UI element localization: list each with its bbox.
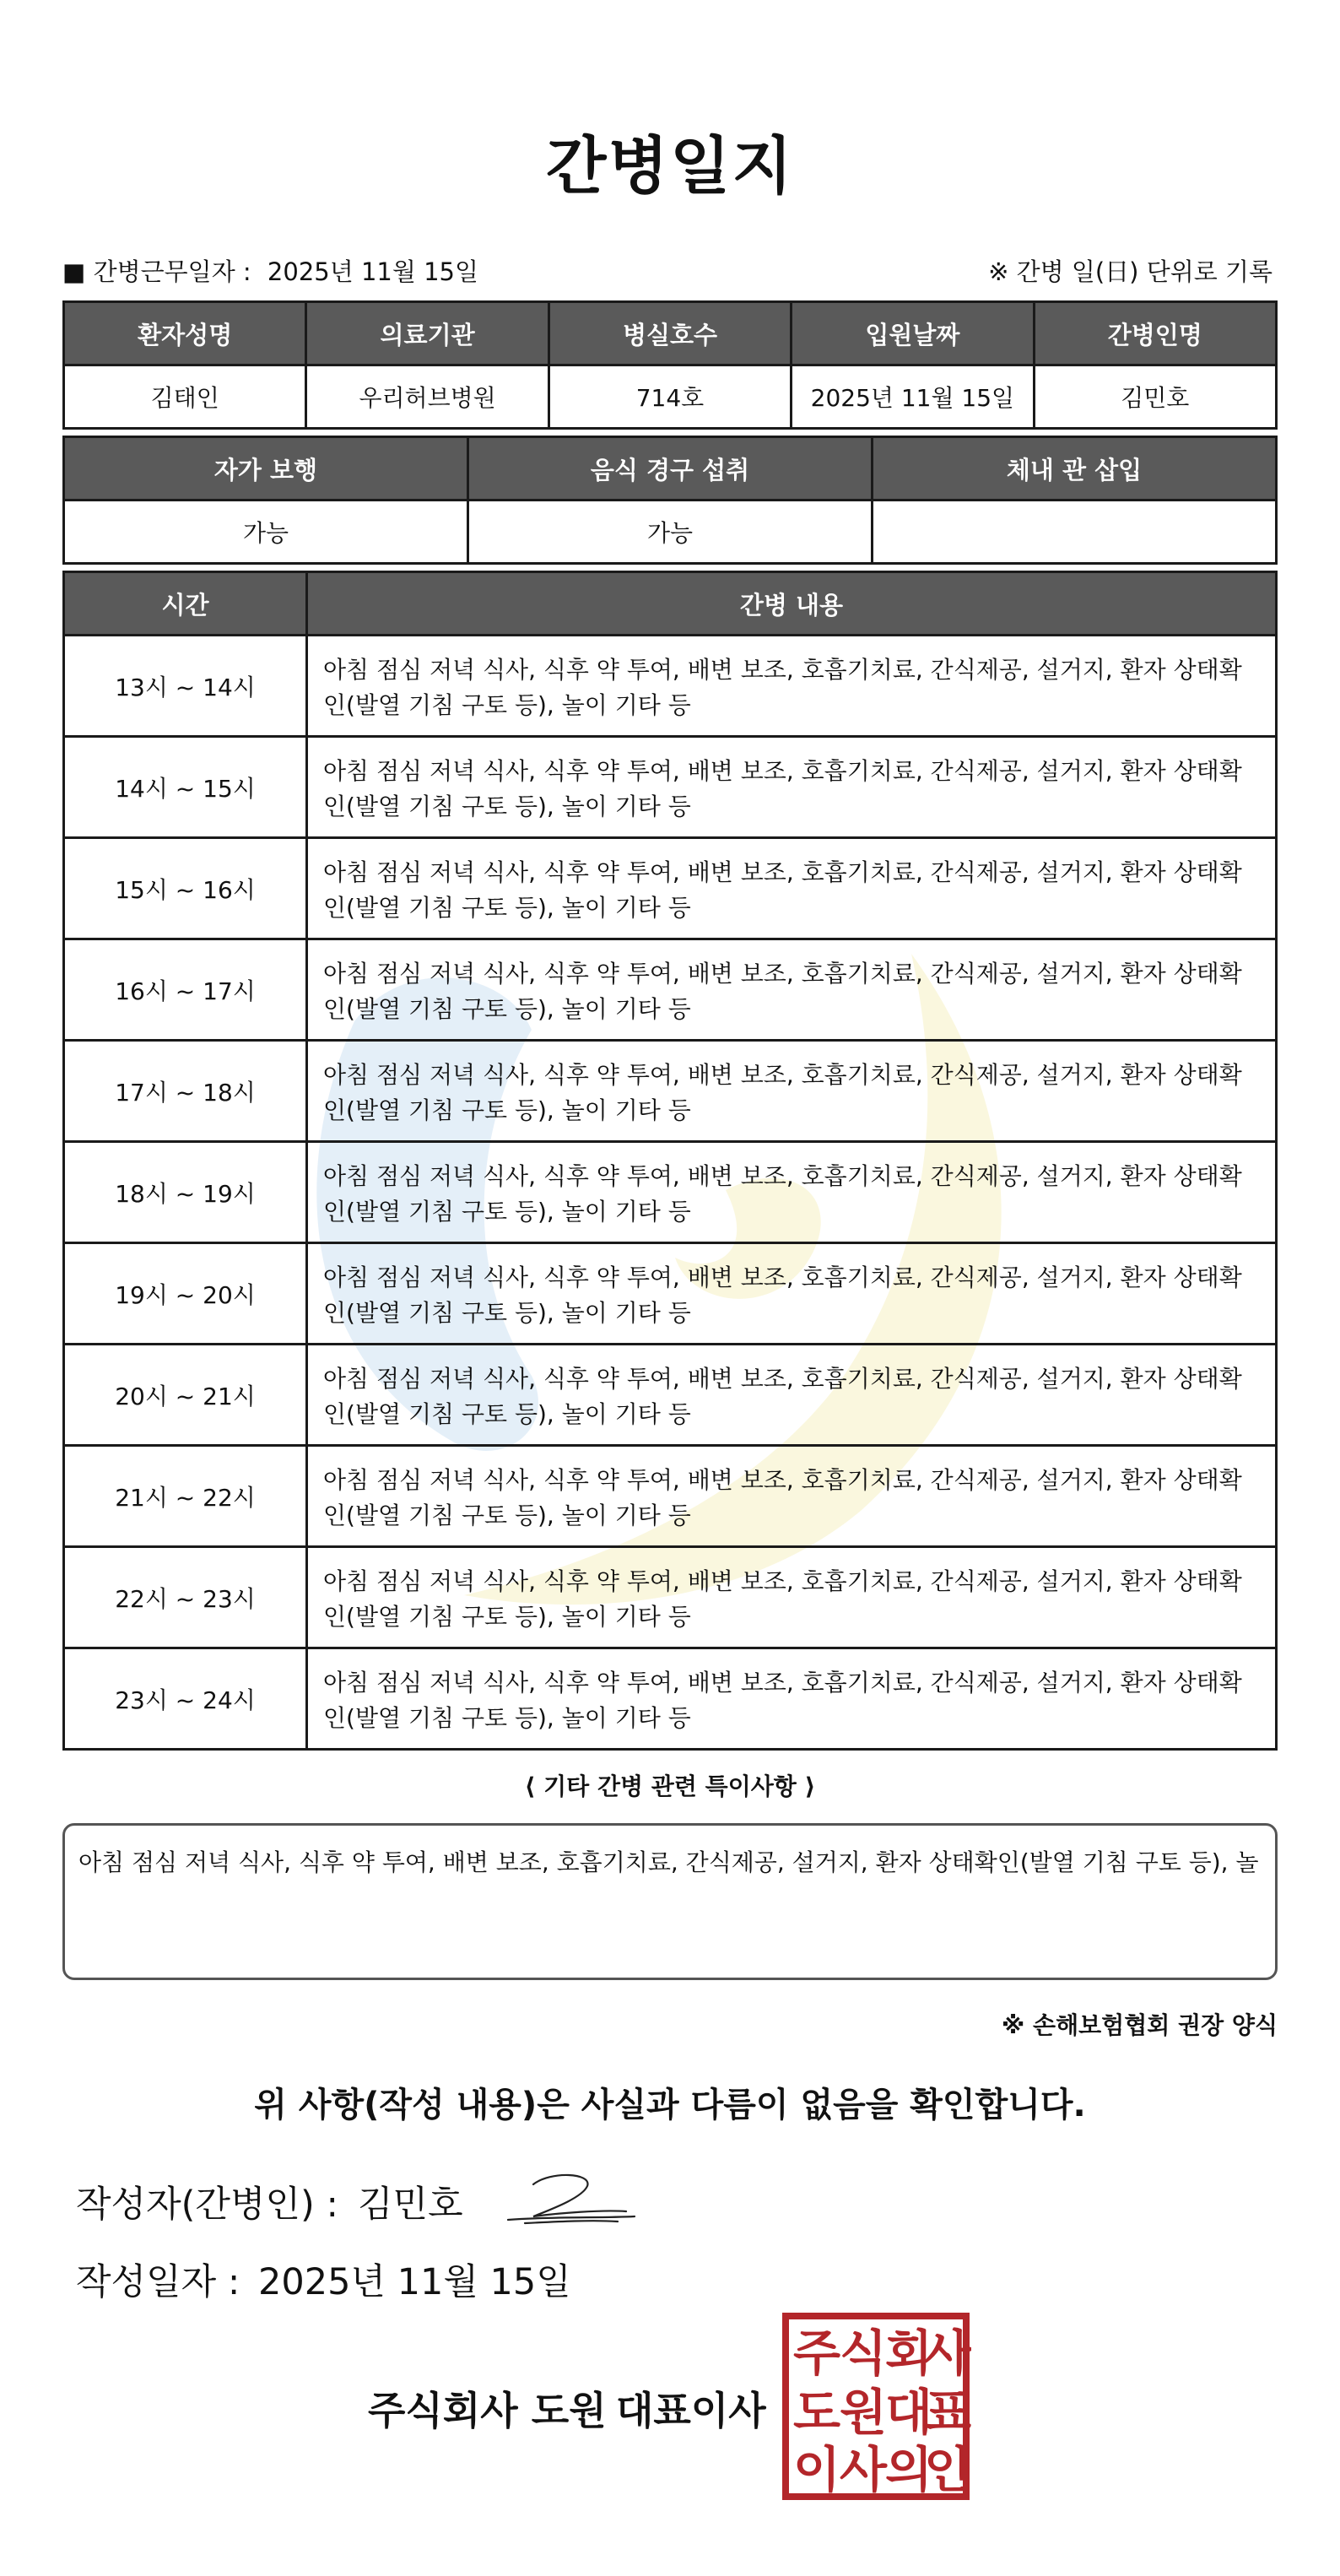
work-date [62, 253, 478, 288]
svg-text:이: 이 [792, 2441, 841, 2498]
care-log-row [64, 1446, 1277, 1547]
care-log-row [64, 636, 1277, 737]
care-log-content-line1: 아침 점심 저녁 식사, 식후 약 투여, 배변 보조, 호흡기치료, 간식제공, 설거지, 환자 상태확 [323, 1161, 1242, 1190]
writer-name: 김민호 [358, 2184, 463, 2226]
company-seal [781, 2311, 971, 2502]
svg-text:식: 식 [839, 2324, 888, 2382]
care-log-time: 23시 ~ 24시 [64, 1648, 307, 1750]
care-log-content-line2: 인(발열 기침 구토 등), 놀이 기타 등 [323, 1703, 691, 1732]
svg-text:사: 사 [923, 2324, 971, 2382]
care-log-content-line2: 인(발열 기침 구토 등), 놀이 기타 등 [323, 1501, 691, 1529]
care-log-table [62, 571, 1278, 1751]
care-log-content-line1: 아침 점심 저녁 식사, 식후 약 투여, 배변 보조, 호흡기치료, 간식제공, 설거지, 환자 상태확 [323, 858, 1242, 886]
care-log-content-line2: 인(발열 기침 구토 등), 놀이 기타 등 [323, 1197, 691, 1226]
care-log-row [64, 1243, 1277, 1345]
header-caregiver-name: 간병인명 [1034, 302, 1276, 365]
care-log-time: 13시 ~ 14시 [64, 636, 307, 737]
svg-text:회: 회 [884, 2324, 933, 2382]
ceo-title: 대표이사 [616, 2388, 766, 2433]
header-self-walking: 자가 보행 [64, 437, 468, 501]
company-name: 주식회사 도원 [368, 2388, 607, 2433]
oral-intake-value: 가능 [468, 501, 873, 564]
care-log-content-line1: 아침 점심 저녁 식사, 식후 약 투여, 배변 보조, 호흡기치료, 간식제공, 설거지, 환자 상태확 [323, 1668, 1242, 1697]
care-log-content [307, 838, 1277, 939]
care-log-content [307, 1547, 1277, 1648]
patient-info-table [62, 300, 1278, 430]
care-log-content-line2: 인(발열 기침 구토 등), 놀이 기타 등 [323, 893, 691, 922]
care-log-time: 15시 ~ 16시 [64, 838, 307, 939]
care-log-time: 19시 ~ 20시 [64, 1243, 307, 1345]
written-date-label: 작성일자 : [76, 2261, 240, 2303]
unit-note: ※ 간병 일(日) 단위로 기록 [988, 257, 1272, 286]
care-log-content [307, 1243, 1277, 1345]
care-log-row [64, 1547, 1277, 1648]
svg-text:주: 주 [792, 2324, 841, 2382]
header-room-number: 병실호수 [548, 302, 791, 365]
care-log-row [64, 1142, 1277, 1243]
patient-info-value-row [64, 365, 1277, 429]
care-log-content-line2: 인(발열 기침 구토 등), 놀이 기타 등 [323, 1298, 691, 1327]
care-log-time: 16시 ~ 17시 [64, 939, 307, 1041]
document-title: 간병일지 [546, 130, 794, 203]
care-log-content-line1: 아침 점심 저녁 식사, 식후 약 투여, 배변 보조, 호흡기치료, 간식제공, 설거지, 환자 상태확 [323, 1465, 1242, 1494]
care-log-content [307, 1648, 1277, 1750]
care-log-content-line1: 아침 점심 저녁 식사, 식후 약 투여, 배변 보조, 호흡기치료, 간식제공, 설거지, 환자 상태확 [323, 655, 1242, 684]
header-tube-insertion: 체내 관 삽입 [873, 437, 1277, 501]
care-log-content [307, 1041, 1277, 1142]
writer-label: 작성자(간병인) : [76, 2184, 338, 2226]
header-oral-intake: 음식 경구 섭취 [468, 437, 873, 501]
room-number: 714호 [548, 365, 791, 429]
care-log-content [307, 1345, 1277, 1446]
care-log-time: 22시 ~ 23시 [64, 1547, 307, 1648]
handwritten-signature [500, 2167, 643, 2232]
confirmation-statement: 위 사항(작성 내용)은 사실과 다름이 없음을 확인합니다. [254, 2086, 1086, 2124]
patient-status-header-row [64, 437, 1277, 501]
special-notes-text: 아침 점심 저녁 식사, 식후 약 투여, 배변 보조, 호흡기치료, 간식제공, 설거지, 환자 상태확인(발열 기침 구토 등), 놀 [78, 1848, 1259, 1876]
care-log-time: 18시 ~ 19시 [64, 1142, 307, 1243]
care-log-content [307, 636, 1277, 737]
svg-text:도: 도 [792, 2384, 841, 2441]
care-log-content-line1: 아침 점심 저녁 식사, 식후 약 투여, 배변 보조, 호흡기치료, 간식제공, 설거지, 환자 상태확 [323, 959, 1242, 988]
patient-name: 김태인 [64, 365, 306, 429]
care-log-content-line2: 인(발열 기침 구토 등), 놀이 기타 등 [323, 1399, 691, 1428]
care-log-content-line2: 인(발열 기침 구토 등), 놀이 기타 등 [323, 792, 691, 820]
hospital-name: 우리허브병원 [306, 365, 548, 429]
form-source-note: ※ 손해보험협회 권장 양식 [1002, 2011, 1278, 2039]
care-log-time: 21시 ~ 22시 [64, 1446, 307, 1547]
care-log-row [64, 939, 1277, 1041]
care-log-content-line2: 인(발열 기침 구토 등), 놀이 기타 등 [323, 994, 691, 1023]
care-log-row [64, 838, 1277, 939]
care-log-content-line2: 인(발열 기침 구토 등), 놀이 기타 등 [323, 1096, 691, 1124]
care-log-content-line1: 아침 점심 저녁 식사, 식후 약 투여, 배변 보조, 호흡기치료, 간식제공, 설거지, 환자 상태확 [323, 1364, 1242, 1393]
care-log-content-line1: 아침 점심 저녁 식사, 식후 약 투여, 배변 보조, 호흡기치료, 간식제공, 설거지, 환자 상태확 [323, 1263, 1242, 1291]
svg-text:표: 표 [923, 2384, 971, 2441]
tube-insertion-value [873, 501, 1277, 564]
care-log-content-line2: 인(발열 기침 구토 등), 놀이 기타 등 [323, 690, 691, 719]
care-log-content [307, 737, 1277, 838]
header-care-content: 간병 내용 [307, 572, 1277, 636]
care-log-row [64, 1648, 1277, 1750]
care-log-content-line1: 아침 점심 저녁 식사, 식후 약 투여, 배변 보조, 호흡기치료, 간식제공, 설거지, 환자 상태확 [323, 1060, 1242, 1089]
header-hospital: 의료기관 [306, 302, 548, 365]
care-log-row [64, 737, 1277, 838]
self-walking-value: 가능 [64, 501, 468, 564]
care-log-content-line2: 인(발열 기침 구토 등), 놀이 기타 등 [323, 1602, 691, 1631]
svg-text:사: 사 [839, 2441, 888, 2498]
svg-text:대: 대 [884, 2384, 933, 2441]
caregiver-name: 김민호 [1034, 365, 1276, 429]
written-date-value: 2025년 11월 15일 [258, 2261, 571, 2303]
work-date-label: ■ 간병근무일자 : [62, 257, 251, 286]
care-log-time: 20시 ~ 21시 [64, 1345, 307, 1446]
patient-status-table [62, 436, 1278, 565]
patient-status-value-row [64, 501, 1277, 564]
svg-text:원: 원 [839, 2384, 888, 2441]
work-date-value: 2025년 11월 15일 [267, 257, 479, 286]
care-log-content [307, 1446, 1277, 1547]
care-log-content [307, 939, 1277, 1041]
patient-info-header-row [64, 302, 1277, 365]
notes-title: ⟨ 기타 간병 관련 특이사항 ⟩ [524, 1772, 816, 1800]
care-log-content-line1: 아침 점심 저녁 식사, 식후 약 투여, 배변 보조, 호흡기치료, 간식제공, 설거지, 환자 상태확 [323, 1567, 1242, 1595]
care-log-row [64, 1041, 1277, 1142]
care-log-time: 14시 ~ 15시 [64, 737, 307, 838]
header-patient-name: 환자성명 [64, 302, 306, 365]
care-log-content [307, 1142, 1277, 1243]
special-notes-box[interactable] [62, 1823, 1278, 1980]
svg-text:인: 인 [923, 2441, 971, 2498]
care-log-header-row [64, 572, 1277, 636]
svg-text:의: 의 [884, 2441, 933, 2498]
care-log-time: 17시 ~ 18시 [64, 1041, 307, 1142]
care-log-row [64, 1345, 1277, 1446]
header-time: 시간 [64, 572, 307, 636]
header-admission-date: 입원날짜 [792, 302, 1034, 365]
admission-date: 2025년 11월 15일 [792, 365, 1034, 429]
care-log-content-line1: 아침 점심 저녁 식사, 식후 약 투여, 배변 보조, 호흡기치료, 간식제공, 설거지, 환자 상태확 [323, 756, 1242, 785]
